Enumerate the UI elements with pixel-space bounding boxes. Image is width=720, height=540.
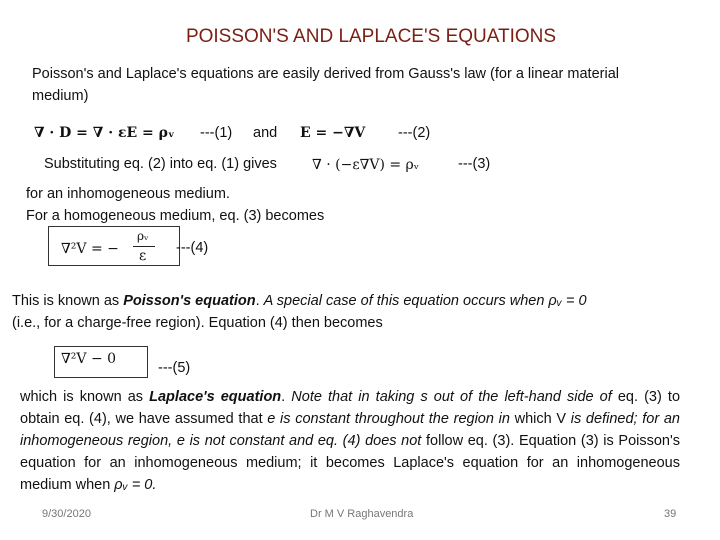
text: which V: [509, 411, 571, 427]
poisson-line-2: (i.e., for a charge-free region). Equation (4) then becomes: [12, 315, 383, 331]
equation-4-label: ---(4): [176, 240, 209, 256]
poisson-line-1: [12, 293, 587, 309]
equation-5-box: [54, 346, 148, 378]
text: A special case of this equation occurs when ρᵥ = 0: [263, 293, 587, 309]
and-text: and: [253, 125, 278, 141]
text: ρᵥ = 0.: [114, 477, 157, 493]
equation-1: ∇ · D = ∇ · εE = ρᵥ: [34, 125, 175, 141]
equation-4-box: [48, 226, 180, 266]
equation-1-label: ---(1): [200, 125, 233, 141]
substituting-text: Substituting eq. (2) into eq. (1) gives: [44, 156, 277, 172]
equation-2: E = −∇V: [300, 125, 366, 141]
footer-date: 9/30/2020: [42, 508, 91, 520]
homogeneous-text: For a homogeneous medium, eq. (3) becomes: [26, 208, 325, 224]
text: .: [255, 293, 264, 309]
text: e is constant throughout the region in: [267, 411, 510, 427]
text: follow eq. (3). Equation (3) is Poisson's equation for an inhomogeneous medium; it becomes Laplace's equation for an inhomogeneous medium when: [20, 433, 681, 493]
poisson-term: Poisson's equation: [123, 293, 256, 309]
laplace-paragraph: [20, 386, 680, 496]
intro-line-2: medium): [32, 88, 89, 104]
slide-title: POISSON'S AND LAPLACE'S EQUATIONS: [185, 26, 557, 47]
text: This is known as: [12, 293, 124, 309]
laplace-term: Laplace's equation: [149, 389, 282, 405]
equation-3-label: ---(3): [458, 156, 491, 172]
text: .: [281, 389, 292, 405]
equation-4-denominator: ε: [139, 248, 147, 264]
text: eq. (3) to obtain eq. (4), we have assumed that: [20, 389, 681, 427]
equation-4-numerator: ρᵥ: [137, 229, 149, 243]
intro-line-1: Poisson's and Laplace's equations are easily derived from Gauss's law (for a linear material: [32, 66, 619, 82]
footer-author: Dr M V Raghavendra: [310, 508, 414, 520]
equation-5: ∇²V − 0: [61, 351, 117, 367]
inhomogeneous-text: for an inhomogeneous medium.: [26, 186, 230, 202]
text: which is known as: [20, 389, 150, 405]
text: is defined; for an inhomogeneous region, e is not constant and eq. (4) does not: [20, 411, 680, 449]
text: Note that in taking s out of the left-hand side of: [291, 389, 612, 405]
equation-3: ∇ · (−ε∇V) = ρᵥ: [312, 157, 419, 173]
equation-4-lhs: ∇²V = −: [61, 241, 119, 257]
footer-page-number: 39: [664, 508, 677, 520]
equation-2-label: ---(2): [398, 125, 431, 141]
equation-5-label: ---(5): [158, 360, 191, 376]
